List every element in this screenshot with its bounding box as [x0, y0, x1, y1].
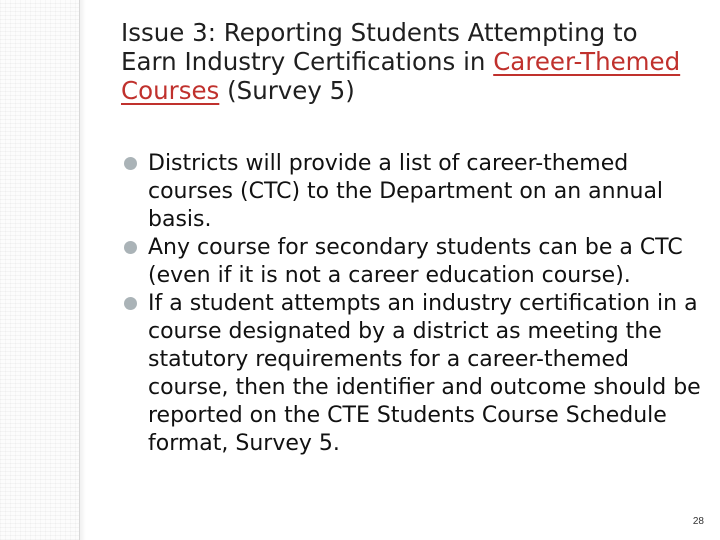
page-number: 28 [692, 516, 704, 527]
bullet-dot-icon [124, 241, 137, 254]
bullet-text: If a student attempts an industry certification in a course designated by a district as meeting the statutory requirements for a career-themed course, then the identifier and outcome should be reported on the CTE Students Course Schedule format, Survey 5. [148, 291, 701, 456]
bullet-list [121, 150, 701, 458]
left-panel-shadow [80, 0, 86, 540]
title-suffix: (Survey 5) [219, 76, 355, 105]
bullet-item-student-attempts [121, 290, 701, 458]
bullet-text: Districts will provide a list of career-themed courses (CTC) to the Department on an annual basis. [148, 151, 664, 232]
bullet-item-districts [121, 150, 701, 234]
title-highlight: Career-Themed Courses [121, 47, 681, 105]
left-decorative-panel [0, 0, 80, 540]
slide-title [121, 18, 701, 105]
bullet-item-any-course [121, 234, 701, 290]
bullet-text: Any course for secondary students can be a CTC (even if it is not a career education course). [148, 235, 683, 288]
bullet-dot-icon [124, 297, 137, 310]
bullet-dot-icon [124, 157, 137, 170]
title-prefix: Issue 3: Reporting Students Attempting to Earn Industry Certifications in [121, 18, 638, 76]
